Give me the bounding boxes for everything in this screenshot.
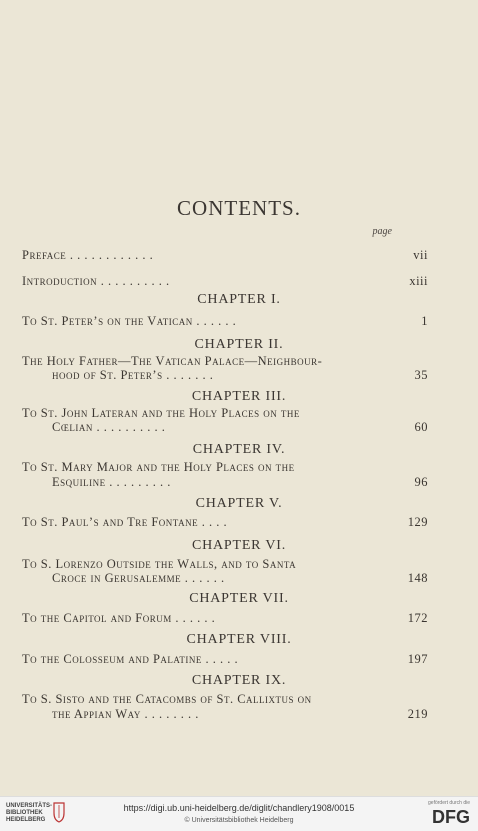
logo-line: HEIDELBERG: [6, 817, 46, 823]
chapter-heading: CHAPTER V.: [195, 496, 283, 511]
toc-entry-introduction: [22, 273, 428, 289]
toc-entry: [22, 367, 428, 383]
copyright-notice: © Universitätsbibliothek Heidelberg: [184, 817, 294, 824]
toc-entry-text: Cœlian . . . . . . . . . .: [52, 420, 166, 434]
toc-entry-text: Preface . . . . . . . . . . . .: [22, 248, 154, 262]
chapter-heading: CHAPTER I.: [197, 292, 281, 307]
toc-entry-preface: [22, 247, 428, 263]
toc-entry: [22, 610, 428, 626]
chapter-heading: CHAPTER VII.: [189, 591, 289, 606]
toc-entry-text: To S. Sisto and the Catacombs of St. Callixtus on: [22, 692, 312, 706]
toc-entry-text: Croce in Gerusalemme . . . . . .: [52, 571, 225, 585]
toc-entry: [22, 706, 428, 722]
toc-entry-text: The Holy Father—The Vatican Palace—Neighbour-: [22, 354, 323, 368]
toc-entry-text: To the Capitol and Forum . . . . . .: [22, 611, 216, 625]
toc-entry-page: 148: [407, 571, 428, 585]
chapter-heading: CHAPTER III.: [191, 389, 287, 404]
toc-entry-text: To St. Paul’s and Tre Fontane . . . .: [22, 515, 228, 529]
toc-entry-page: 172: [407, 611, 428, 625]
logo-line: UNIVERSITÄTS-: [6, 803, 53, 809]
toc-entry: [22, 459, 390, 475]
logo-line: BIBLIOTHEK: [6, 810, 43, 816]
toc-entry-page: xiii: [409, 274, 428, 288]
toc-entry-page: 197: [407, 652, 428, 666]
chapter-heading: CHAPTER VI.: [191, 538, 287, 553]
page-title: CONTENTS.: [177, 196, 301, 220]
toc-entry-text: Esquiline . . . . . . . . .: [52, 475, 171, 489]
funding-note: gefördert durch die: [428, 800, 470, 806]
toc-entry: [22, 570, 428, 586]
toc-entry-page: 219: [407, 707, 428, 721]
toc-entry: [22, 691, 390, 707]
chapter-heading: CHAPTER IX.: [191, 673, 287, 688]
toc-entry-page: 129: [407, 515, 428, 529]
page-column-label: page: [372, 226, 392, 237]
toc-entry-text: To the Colosseum and Palatine . . . . .: [22, 652, 239, 666]
toc-entry-page: vii: [413, 248, 428, 262]
toc-entry: [22, 474, 428, 490]
toc-entry-text: To S. Lorenzo Outside the Walls, and to Santa: [22, 557, 297, 571]
chapter-heading: CHAPTER IV.: [192, 442, 286, 457]
toc-entry-page: 35: [414, 368, 428, 382]
chapter-heading: CHAPTER VIII.: [186, 632, 292, 647]
toc-entry-text: To St. John Lateran and the Holy Places on the: [22, 406, 300, 420]
toc-entry-page: 60: [414, 420, 428, 434]
dfg-logo[interactable]: DFG: [432, 807, 470, 827]
toc-entry-page: 1: [421, 314, 428, 328]
viewer-footer: [0, 796, 478, 831]
chapter-heading: CHAPTER II.: [194, 337, 284, 352]
permalink-url[interactable]: https://digi.ub.uni-heidelberg.de/diglit/chandlery1908/0015: [123, 803, 355, 813]
toc-entry: [22, 313, 428, 329]
toc-entry: [22, 651, 428, 667]
toc-entry-text: Introduction . . . . . . . . . .: [22, 274, 170, 288]
toc-entry-text: the Appian Way . . . . . . . .: [52, 707, 199, 721]
toc-entry: [22, 419, 428, 435]
toc-entry-page: 96: [414, 475, 428, 489]
toc-entry-text: To St. Peter’s on the Vatican . . . . . .: [22, 314, 237, 328]
toc-entry: [22, 514, 428, 530]
toc-entry-text: hood of St. Peter’s . . . . . . .: [52, 368, 214, 382]
toc-entry-text: To St. Mary Major and the Holy Places on the: [22, 460, 295, 474]
